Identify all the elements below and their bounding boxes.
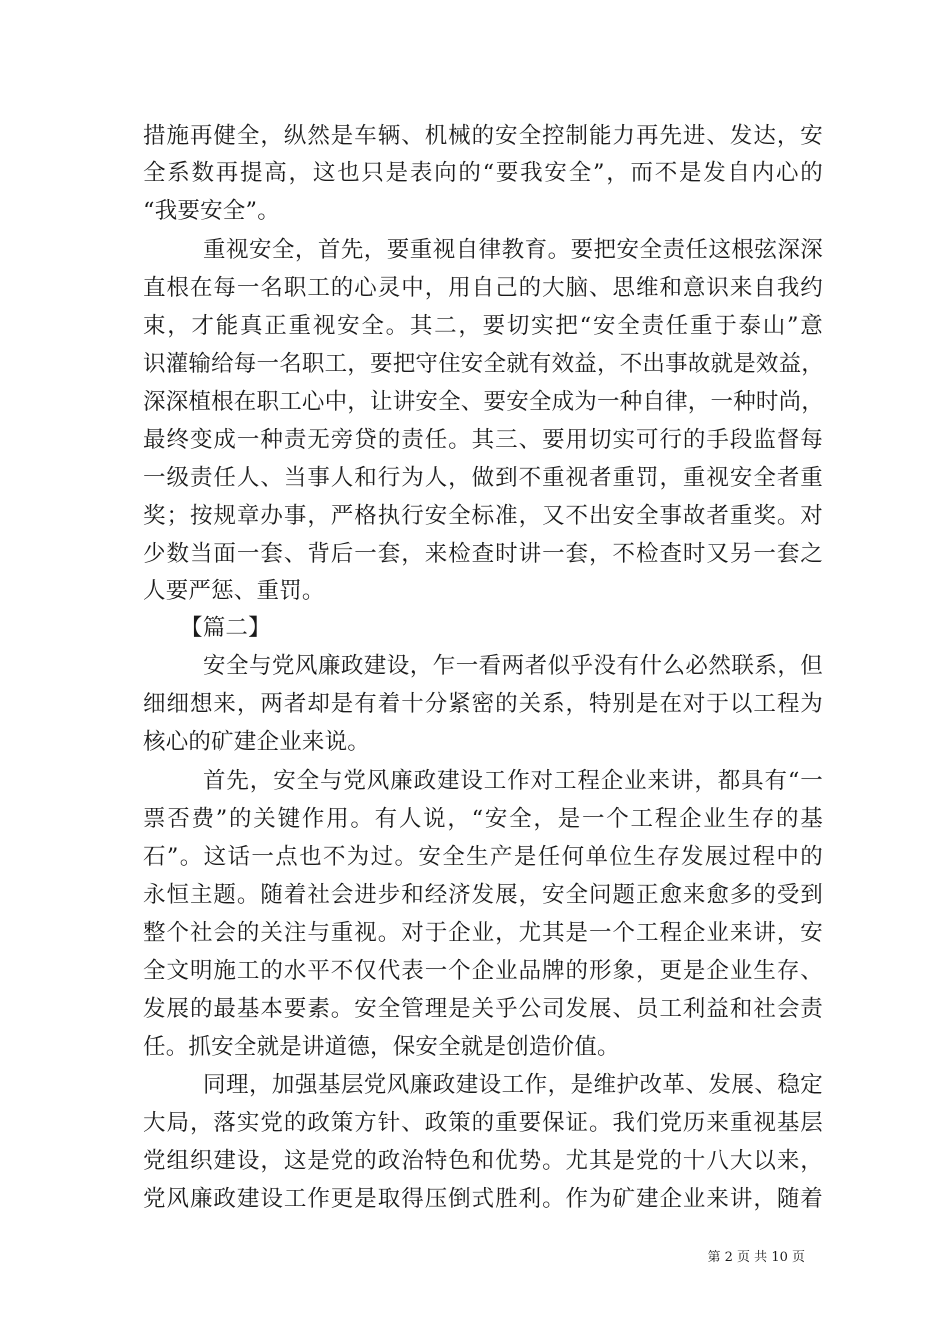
text-line: 同理，加强基层党风廉政建设工作，是维护改革、发展、稳定	[203, 1072, 823, 1098]
text-line: 直根在每一名职工的心灵中，用自己的大脑、思维和意识来自我约	[143, 275, 823, 301]
text-line: 奖；按规章办事，严格执行安全标准，又不出安全事故者重奖。对	[143, 503, 823, 529]
text-line: 束，才能真正重视安全。其二，要切实把“安全责任重于泰山”意	[143, 313, 823, 339]
text-line: 措施再健全，纵然是车辆、机械的安全控制能力再先进、发达，安	[143, 123, 823, 149]
text-line: 细细想来，两者却是有着十分紧密的关系，特别是在对于以工程为	[143, 691, 823, 717]
text-line: 首先，安全与党风廉政建设工作对工程企业来讲，都具有“一	[203, 768, 823, 794]
text-line: 识灌输给每一名职工，要把守住安全就有效益，不出事故就是效益，	[143, 351, 825, 377]
text-line: 安全与党风廉政建设，乍一看两者似乎没有什么必然联系，但	[203, 653, 823, 679]
text-line: 全文明施工的水平不仅代表一个企业品牌的形象，更是企业生存、	[143, 958, 823, 984]
text-line: 任。抓安全就是讲道德，保安全就是创造价值。	[143, 1034, 620, 1060]
text-line: 深深植根在职工心中，让讲安全、要安全成为一种自律，一种时尚，	[143, 389, 825, 415]
text-line: 整个社会的关注与重视。对于企业，尤其是一个工程企业来讲，安	[143, 920, 823, 946]
text-line: 核心的矿建企业来说。	[143, 729, 371, 755]
text-line: 发展的最基本要素。安全管理是关乎公司发展、员工利益和社会责	[143, 996, 823, 1022]
text-line: 人要严惩、重罚。	[143, 578, 325, 604]
text-line: 石”。这话一点也不为过。安全生产是任何单位生存发展过程中的	[143, 844, 823, 870]
text-line: 最终变成一种责无旁贷的责任。其三、要用切实可行的手段监督每	[143, 427, 823, 453]
page-number-footer: 第 2 页 共 10 页	[707, 1250, 805, 1265]
text-line: 党组织建设，这是党的政治特色和优势。尤其是党的十八大以来，	[143, 1148, 823, 1174]
text-line: 全系数再提高，这也只是表向的“要我安全”，而不是发自内心的	[143, 160, 823, 186]
text-line: 一级责任人、当事人和行为人，做到不重视者重罚，重视安全者重	[143, 465, 823, 491]
text-line: 重视安全，首先，要重视自律教育。要把安全责任这根弦深深	[203, 237, 823, 263]
text-line: 党风廉政建设工作更是取得压倒式胜利。作为矿建企业来讲，随着	[143, 1186, 823, 1212]
section-heading: 【篇二】	[180, 615, 271, 641]
text-line: 永恒主题。随着社会进步和经济发展，安全问题正愈来愈多的受到	[143, 882, 823, 908]
text-line: 大局，落实党的政策方针、政策的重要保证。我们党历来重视基层	[143, 1110, 823, 1136]
text-line: 票否费”的关键作用。有人说，“安全，是一个工程企业生存的基	[143, 806, 823, 832]
text-line: “我要安全”。	[143, 198, 280, 224]
text-line: 少数当面一套、背后一套，来检查时讲一套，不检查时又另一套之	[143, 541, 823, 567]
